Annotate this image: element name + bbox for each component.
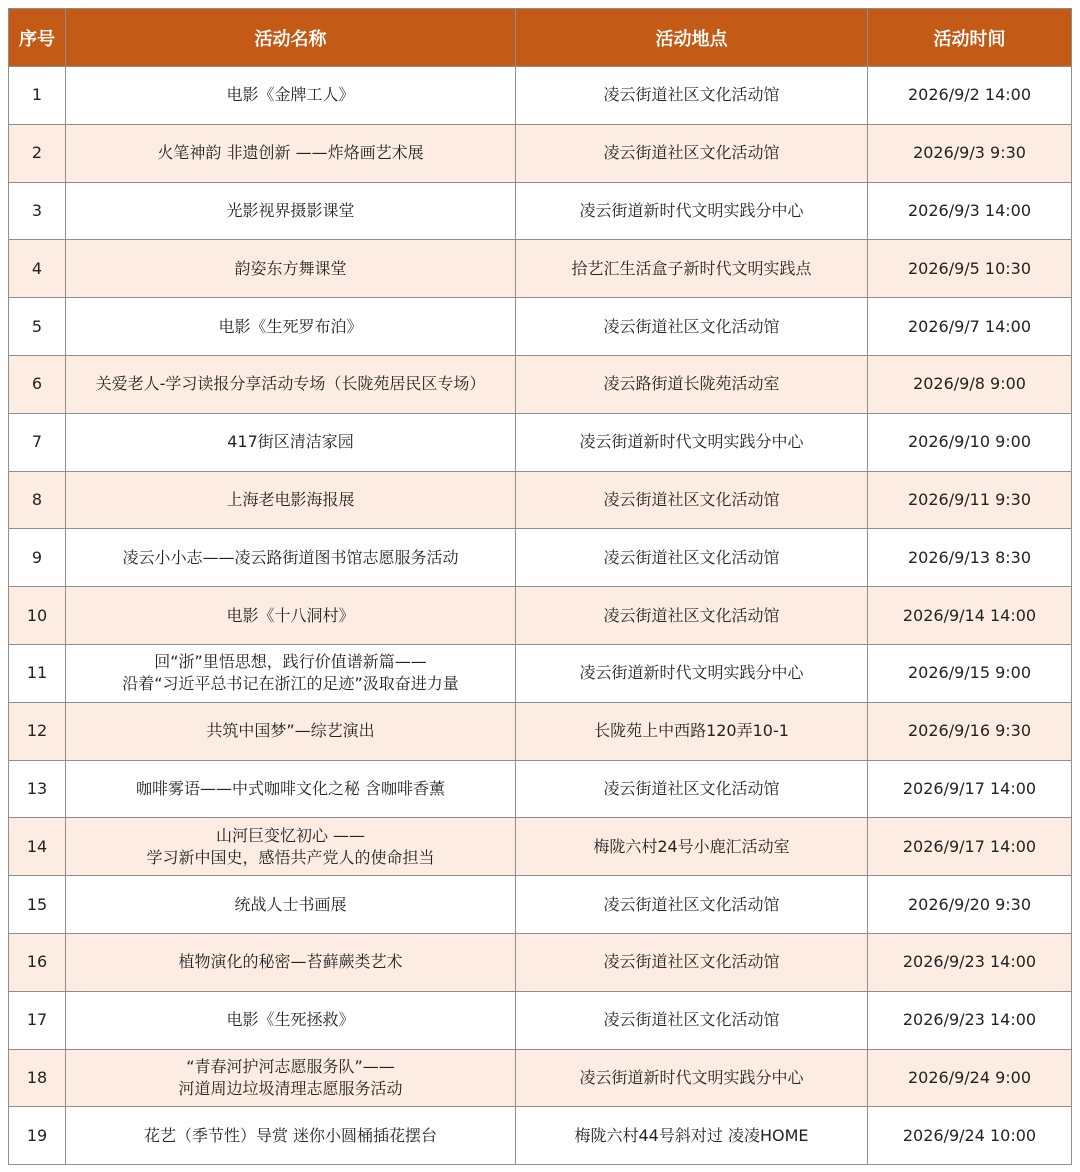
cell-no: 2 <box>9 124 66 182</box>
cell-activity-name <box>66 991 516 1049</box>
cell-no: 4 <box>9 240 66 298</box>
activity-name-line: 电影《十八洞村》 <box>226 605 355 625</box>
activity-name-line: 光影视界摄影课堂 <box>226 200 355 220</box>
cell-time: 2026/9/5 10:30 <box>868 240 1072 298</box>
activity-name-line: 上海老电影海报展 <box>226 489 355 509</box>
cell-activity-name <box>66 471 516 529</box>
cell-activity-name <box>66 644 516 702</box>
cell-no: 16 <box>9 933 66 991</box>
cell-no: 7 <box>9 413 66 471</box>
cell-activity-name <box>66 1107 516 1165</box>
table-row <box>9 760 1072 818</box>
cell-time: 2026/9/10 9:00 <box>868 413 1072 471</box>
activity-name-line: 凌云小小志——凌云路街道图书馆志愿服务活动 <box>122 547 459 567</box>
cell-activity-name <box>66 933 516 991</box>
cell-no: 11 <box>9 644 66 702</box>
cell-time: 2026/9/14 14:00 <box>868 587 1072 645</box>
cell-time: 2026/9/23 14:00 <box>868 991 1072 1049</box>
cell-no: 18 <box>9 1049 66 1107</box>
cell-place: 凌云街道新时代文明实践分中心 <box>516 182 868 240</box>
table-row <box>9 67 1072 125</box>
cell-activity-name <box>66 818 516 876</box>
cell-activity-name <box>66 67 516 125</box>
table-row <box>9 1107 1072 1165</box>
table-header <box>9 9 1072 67</box>
cell-time: 2026/9/17 14:00 <box>868 760 1072 818</box>
activity-name-line: 沿着“习近平总书记在浙江的足迹”汲取奋进力量 <box>122 674 459 694</box>
cell-activity-name <box>66 298 516 356</box>
cell-place: 凌云街道社区文化活动馆 <box>516 991 868 1049</box>
cell-activity-name <box>66 876 516 934</box>
cell-place: 凌云街道新时代文明实践分中心 <box>516 413 868 471</box>
cell-place: 凌云街道社区文化活动馆 <box>516 760 868 818</box>
cell-no: 12 <box>9 702 66 760</box>
table-row <box>9 182 1072 240</box>
cell-no: 1 <box>9 67 66 125</box>
cell-place: 长陇苑上中西路120弄10-1 <box>516 702 868 760</box>
activity-name-line: 统战人士书画展 <box>234 894 347 914</box>
table-row <box>9 933 1072 991</box>
cell-place: 凌云路街道长陇苑活动室 <box>516 355 868 413</box>
cell-place: 凌云街道社区文化活动馆 <box>516 298 868 356</box>
activity-name-line: 火笔神韵 非遗创新 ——炸烙画艺术展 <box>157 143 424 163</box>
cell-time: 2026/9/13 8:30 <box>868 529 1072 587</box>
cell-no: 17 <box>9 991 66 1049</box>
table-row <box>9 1049 1072 1107</box>
header-row <box>9 9 1072 67</box>
cell-no: 9 <box>9 529 66 587</box>
cell-time: 2026/9/17 14:00 <box>868 818 1072 876</box>
cell-no: 14 <box>9 818 66 876</box>
cell-place: 梅陇六村24号小鹿汇活动室 <box>516 818 868 876</box>
activity-name-line: 山河巨变忆初心 —— <box>215 825 366 845</box>
cell-time: 2026/9/20 9:30 <box>868 876 1072 934</box>
cell-place: 凌云街道社区文化活动馆 <box>516 876 868 934</box>
table-body <box>9 67 1072 1165</box>
activity-name-line: 电影《生死拯救》 <box>226 1010 355 1030</box>
cell-time: 2026/9/8 9:00 <box>868 355 1072 413</box>
table-row <box>9 529 1072 587</box>
activity-table-container <box>8 8 1071 1165</box>
cell-time: 2026/9/11 9:30 <box>868 471 1072 529</box>
cell-no: 6 <box>9 355 66 413</box>
activity-name-line: 韵姿东方舞课堂 <box>234 258 347 278</box>
table-row <box>9 355 1072 413</box>
cell-place: 凌云街道社区文化活动馆 <box>516 67 868 125</box>
activity-name-line: 植物演化的秘密—苔藓蕨类艺术 <box>178 952 403 972</box>
activity-name-line: 学习新中国史，感悟共产党人的使命担当 <box>146 847 435 867</box>
cell-place: 梅陇六村44号斜对过 凌凌HOME <box>516 1107 868 1165</box>
table-row <box>9 240 1072 298</box>
cell-time: 2026/9/23 14:00 <box>868 933 1072 991</box>
cell-activity-name <box>66 1049 516 1107</box>
header-place: 活动地点 <box>516 9 868 67</box>
cell-activity-name <box>66 355 516 413</box>
table-row <box>9 413 1072 471</box>
cell-time: 2026/9/16 9:30 <box>868 702 1072 760</box>
activity-name-line: 电影《生死罗布泊》 <box>218 316 363 336</box>
activity-name-line: 电影《金牌工人》 <box>226 85 355 105</box>
cell-activity-name <box>66 760 516 818</box>
cell-no: 5 <box>9 298 66 356</box>
table-row <box>9 587 1072 645</box>
cell-time: 2026/9/2 14:00 <box>868 67 1072 125</box>
activity-schedule-table <box>8 8 1072 1165</box>
activity-name-line: 咖啡雾语——中式咖啡文化之秘 含咖啡香薰 <box>135 778 446 798</box>
activity-name-line: 回“浙”里悟思想，践行价值谱新篇—— <box>154 652 427 672</box>
header-name: 活动名称 <box>66 9 516 67</box>
cell-place: 凌云街道社区文化活动馆 <box>516 124 868 182</box>
activity-name-line: 关爱老人-学习读报分享活动专场（长陇苑居民区专场） <box>95 374 486 394</box>
cell-no: 10 <box>9 587 66 645</box>
cell-time: 2026/9/15 9:00 <box>868 644 1072 702</box>
table-row <box>9 818 1072 876</box>
cell-place: 凌云街道新时代文明实践分中心 <box>516 1049 868 1107</box>
cell-time: 2026/9/3 14:00 <box>868 182 1072 240</box>
cell-activity-name <box>66 702 516 760</box>
cell-activity-name <box>66 240 516 298</box>
cell-activity-name <box>66 587 516 645</box>
table-row <box>9 876 1072 934</box>
cell-no: 13 <box>9 760 66 818</box>
table-row <box>9 298 1072 356</box>
cell-no: 8 <box>9 471 66 529</box>
cell-no: 19 <box>9 1107 66 1165</box>
header-time: 活动时间 <box>868 9 1072 67</box>
cell-time: 2026/9/7 14:00 <box>868 298 1072 356</box>
cell-place: 凌云街道社区文化活动馆 <box>516 471 868 529</box>
activity-name-line: 共筑中国梦”—综艺演出 <box>206 721 375 741</box>
table-row <box>9 991 1072 1049</box>
cell-time: 2026/9/24 10:00 <box>868 1107 1072 1165</box>
cell-place: 拾艺汇生活盒子新时代文明实践点 <box>516 240 868 298</box>
cell-no: 15 <box>9 876 66 934</box>
cell-activity-name <box>66 124 516 182</box>
cell-activity-name <box>66 413 516 471</box>
activity-name-line: 花艺（季节性）导赏 迷你小圆桶插花摆台 <box>143 1125 438 1145</box>
cell-time: 2026/9/3 9:30 <box>868 124 1072 182</box>
table-row <box>9 471 1072 529</box>
activity-name-line: “青春河护河志愿服务队”—— <box>186 1056 395 1076</box>
table-row <box>9 644 1072 702</box>
cell-place: 凌云街道社区文化活动馆 <box>516 529 868 587</box>
header-no: 序号 <box>9 9 66 67</box>
cell-place: 凌云街道新时代文明实践分中心 <box>516 644 868 702</box>
activity-name-line: 河道周边垃圾清理志愿服务活动 <box>178 1078 403 1098</box>
cell-place: 凌云街道社区文化活动馆 <box>516 587 868 645</box>
table-row <box>9 124 1072 182</box>
cell-activity-name <box>66 182 516 240</box>
cell-no: 3 <box>9 182 66 240</box>
cell-activity-name <box>66 529 516 587</box>
cell-time: 2026/9/24 9:00 <box>868 1049 1072 1107</box>
activity-name-line: 417街区清洁家园 <box>227 432 354 452</box>
cell-place: 凌云街道社区文化活动馆 <box>516 933 868 991</box>
table-row <box>9 702 1072 760</box>
